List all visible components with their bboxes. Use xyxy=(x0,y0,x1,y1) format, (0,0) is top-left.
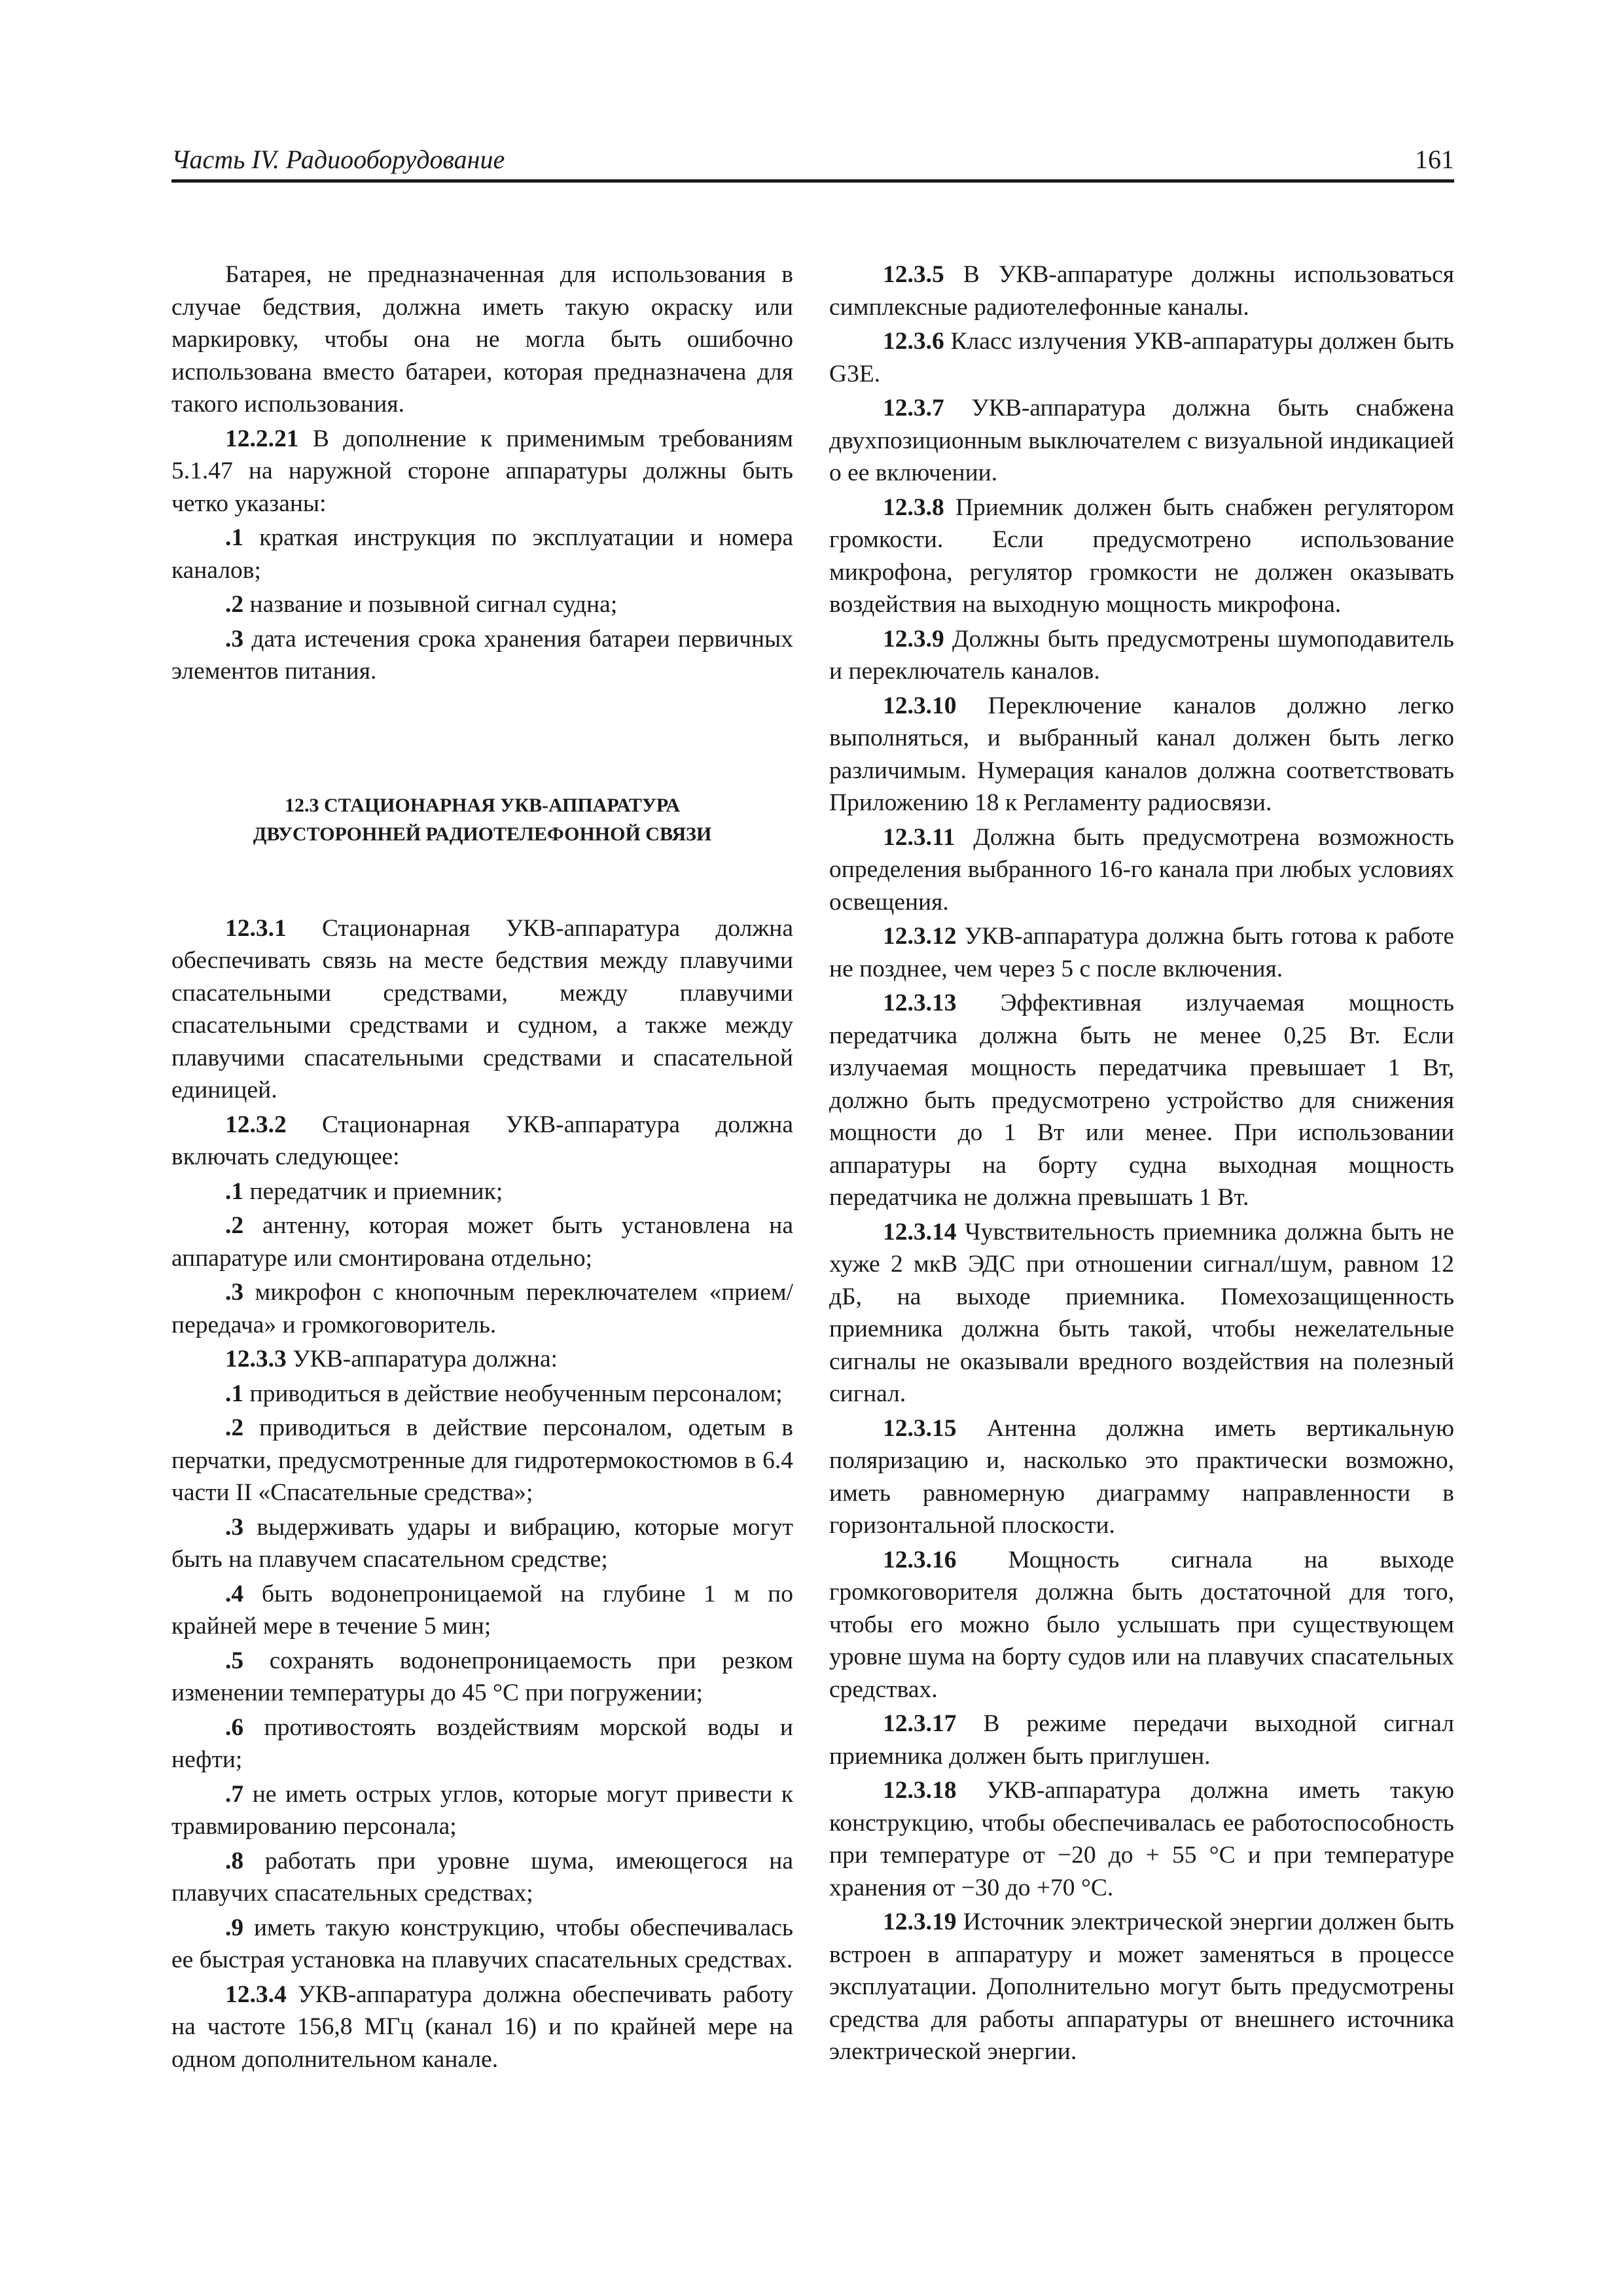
paragraph-number: 12.3.8 xyxy=(883,493,944,521)
paragraph-text: приводиться в действие персоналом, одетым в перчатки, предусмотренные для гидротермокостюмов в 6.4 части II «Спасательные средства»; xyxy=(171,1414,793,1506)
right-column-paragraphs xyxy=(829,259,1454,2068)
section-heading-line-2: ДВУСТОРОННЕЙ РАДИОТЕЛЕФОННОЙ СВЯЗИ xyxy=(253,823,712,845)
paragraph xyxy=(171,1210,793,1274)
paragraph-text: сохранять водонепроницаемость при резком изменении температуры до 45 °С при погружении; xyxy=(171,1647,793,1706)
paragraph-number: .3 xyxy=(225,625,244,653)
paragraph-text: антенну, которая может быть установлена на аппаратуре или смонтирована отдельно; xyxy=(171,1212,793,1272)
paragraph-text: дата истечения срока хранения батареи первичных элементов питания. xyxy=(171,625,793,685)
paragraph-text: выдерживать удары и вибрацию, которые могут быть на плавучем спасательном средстве; xyxy=(171,1513,793,1573)
paragraph-number: .8 xyxy=(225,1847,244,1874)
paragraph xyxy=(171,1276,793,1341)
paragraph-text: УКВ-аппаратура должна: xyxy=(286,1346,558,1372)
paragraph-number: 12.3.11 xyxy=(883,823,955,851)
paragraph-number: .1 xyxy=(225,1177,244,1205)
paragraph xyxy=(171,1778,793,1843)
paragraph-text: Чувствительность приемника должна быть не хуже 2 мкВ ЭДС при отношении сигнал/шум, равном 12 дБ, на выходе приемника. Помехозащищенность приемника должна быть такой, чтобы нежелательные сигналы не оказывали вредного воздействия на полезный сигнал. xyxy=(829,1218,1454,1407)
paragraph-text: не иметь острых углов, которые могут привести к травмированию персонала; xyxy=(171,1780,793,1840)
paragraph-number: .5 xyxy=(225,1647,244,1674)
paragraph-text: Источник электрической энергии должен быть встроен в аппаратуру и может заменяться в процессе эксплуатации. Дополнительно могут быть предусмотрены средства для работы аппаратуры от внешнего источника электрической энергии. xyxy=(829,1909,1454,2065)
paragraph-text: передатчик и приемник; xyxy=(243,1177,503,1205)
paragraph xyxy=(171,1511,793,1576)
paragraph xyxy=(829,1708,1454,1772)
paragraph-number: 12.3.13 xyxy=(883,990,957,1016)
paragraph xyxy=(171,623,793,688)
paragraph xyxy=(171,259,793,421)
paragraph-text: УКВ-аппаратура должна быть готова к работе не позднее, чем через 5 с после включения. xyxy=(829,923,1454,982)
paragraph xyxy=(829,1216,1454,1410)
paragraph-text: Батарея, не предназначенная для использования в случае бедствия, должна иметь такую окраску или маркировку, чтобы она не могла быть ошибочно использована вместо батареи, которая предназначена для такого использования. xyxy=(171,261,793,418)
paragraph-number: 12.3.2 xyxy=(225,1111,287,1138)
paragraph-text: иметь такую конструкцию, чтобы обеспечивалась ее быстрая установка на плавучих спасательных средствах. xyxy=(171,1914,793,1973)
paragraph-number: 12.3.6 xyxy=(883,328,944,355)
paragraph-text: краткая инструкция по эксплуатации и номера каналов; xyxy=(171,524,793,584)
paragraph-number: 12.3.16 xyxy=(883,1546,957,1573)
paragraph-text: Должна быть предусмотрена возможность определения выбранного 16-го канала при любых условиях освещения. xyxy=(829,823,1454,916)
paragraph-text: В УКВ-аппаратуре должны использоваться симплексные радиотелефонные каналы. xyxy=(829,261,1454,321)
paragraph xyxy=(829,1906,1454,2068)
paragraph xyxy=(171,1109,793,1174)
left-column-section-paragraphs xyxy=(171,912,793,2076)
paragraph xyxy=(829,821,1454,919)
paragraph xyxy=(829,987,1454,1214)
paragraph-number: 12.3.4 xyxy=(225,1981,287,2008)
paragraph-number: 12.3.12 xyxy=(883,923,957,950)
paragraph xyxy=(171,1175,793,1208)
paragraph-number: .6 xyxy=(225,1713,244,1741)
paragraph-text: приводиться в действие необученным персоналом; xyxy=(243,1380,783,1407)
paragraph xyxy=(171,522,793,586)
paragraph-number: .7 xyxy=(225,1780,244,1808)
paragraph-text: В дополнение к применимым требованиям 5.1.47 на наружной стороне аппаратуры должны быть четко указаны: xyxy=(171,425,793,517)
paragraph-text: УКВ-аппаратура должна быть снабжена двухпозиционным выключателем с визуальной индикацией о ее включении. xyxy=(829,395,1454,486)
paragraph-text: противостоять воздействиям морской воды и нефти; xyxy=(171,1713,793,1773)
paragraph xyxy=(171,1578,793,1643)
paragraph-number: .4 xyxy=(225,1580,244,1607)
paragraph-number: 12.3.18 xyxy=(883,1777,957,1804)
paragraph xyxy=(171,1412,793,1509)
paragraph xyxy=(829,492,1454,621)
paragraph xyxy=(171,912,793,1107)
section-heading-line-1: 12.3 СТАЦИОНАРНАЯ УКВ-АППАРАТУРА xyxy=(284,794,681,816)
paragraph xyxy=(829,1544,1454,1706)
paragraph xyxy=(171,1378,793,1410)
paragraph-number: 12.2.21 xyxy=(225,425,299,452)
paragraph-number: 12.3.17 xyxy=(883,1710,957,1737)
right-column xyxy=(829,259,1454,2070)
paragraph-number: .1 xyxy=(225,524,244,551)
left-column-paragraphs xyxy=(171,259,793,688)
paragraph xyxy=(171,588,793,621)
paragraph-number: 12.3.7 xyxy=(883,395,944,422)
paragraph-number: 12.3.19 xyxy=(883,1909,957,1935)
paragraph-number: 12.3.1 xyxy=(225,914,287,942)
paragraph-number: 12.3.5 xyxy=(883,261,944,288)
paragraph-number: .1 xyxy=(225,1380,244,1407)
paragraph-text: Стационарная УКВ-аппаратура должна включать следующее: xyxy=(171,1111,793,1170)
section-heading xyxy=(171,791,793,849)
page-number: 161 xyxy=(1415,145,1454,174)
paragraph xyxy=(171,1912,793,1977)
paragraph xyxy=(829,259,1454,323)
paragraph-text: микрофон с кнопочным переключателем «прием/передача» и громкоговоритель. xyxy=(171,1279,793,1338)
running-header-title: Часть IV. Радиооборудование xyxy=(171,145,505,174)
paragraph-number: .2 xyxy=(225,1414,244,1441)
paragraph xyxy=(829,1774,1454,1904)
paragraph xyxy=(171,1645,793,1710)
paragraph-text: Антенна должна иметь вертикальную поляризацию и, насколько это практически возможно, иметь равномерную диаграмму направленности в горизонтальной плоскости. xyxy=(829,1414,1454,1539)
paragraph-number: 12.3.3 xyxy=(225,1346,287,1372)
paragraph-text: УКВ-аппаратура должна иметь такую конструкцию, чтобы обеспечивалась ее работоспособность при температуре от −20 до + 55 °С и при температуре хранения от −30 до +70 °С. xyxy=(829,1777,1454,1901)
paragraph-text: Приемник должен быть снабжен регулятором громкости. Если предусмотрено использование микрофона, регулятор громкости не должен оказывать воздействия на выходную мощность микрофона. xyxy=(829,493,1454,618)
paragraph xyxy=(171,423,793,520)
paragraph-number: .3 xyxy=(225,1513,244,1541)
running-header xyxy=(171,143,1454,183)
paragraph-text: Мощность сигнала на выходе громкоговорителя должна быть достаточной для того, чтобы его можно было услышать при существующем уровне шума на борту судов или на плавучих спасательных средствах. xyxy=(829,1546,1454,1703)
paragraph xyxy=(829,623,1454,688)
paragraph-text: В режиме передачи выходной сигнал приемника должен быть приглушен. xyxy=(829,1710,1454,1770)
paragraph xyxy=(829,392,1454,490)
paragraph-number: .9 xyxy=(225,1914,244,1941)
paragraph-text: название и позывной сигнал судна; xyxy=(243,591,618,618)
paragraph-number: .2 xyxy=(225,591,244,618)
paragraph-number: 12.3.10 xyxy=(883,692,957,719)
paragraph-number: 12.3.15 xyxy=(883,1414,957,1442)
paragraph-text: УКВ-аппаратура должна обеспечивать работу на частоте 156,8 МГц (канал 16) и по крайней мере на одном дополнительном канале. xyxy=(171,1981,793,2073)
paragraph-text: Переключение каналов должно легко выполняться, и выбранный канал должен быть легко различимым. Нумерация каналов должна соответствовать Приложению 18 к Регламенту радиосвязи. xyxy=(829,692,1454,816)
paragraph-number: 12.3.9 xyxy=(883,625,944,653)
paragraph xyxy=(171,1845,793,1910)
paragraph xyxy=(171,1343,793,1376)
paragraph xyxy=(829,920,1454,985)
paragraph xyxy=(171,1712,793,1776)
paragraph xyxy=(829,1412,1454,1542)
paragraph-number: .2 xyxy=(225,1212,244,1239)
paragraph-text: Класс излучения УКВ-аппаратуры должен быть G3E. xyxy=(829,328,1454,387)
paragraph-text: Должны быть предусмотрены шумоподавитель и переключатель каналов. xyxy=(829,625,1454,685)
paragraph-text: быть водонепроницаемой на глубине 1 м по крайней мере в течение 5 мин; xyxy=(171,1580,793,1640)
paragraph xyxy=(829,690,1454,819)
paragraph xyxy=(171,1979,793,2076)
left-column xyxy=(171,259,793,2077)
paragraph xyxy=(829,325,1454,390)
paragraph-text: Эффективная излучаемая мощность передатчика должна быть не менее 0,25 Вт. Если излучаемая мощность передатчика превышает 1 Вт, должно быть предусмотрено устройство для снижения мощности до 1 Вт или менее. При использовании аппаратуры на борту судна выходная мощность передатчика не должна превышать 1 Вт. xyxy=(829,990,1454,1211)
paragraph-number: .3 xyxy=(225,1279,244,1306)
paragraph-text: работать при уровне шума, имеющегося на плавучих спасательных средствах; xyxy=(171,1847,793,1907)
paragraph-number: 12.3.14 xyxy=(883,1218,957,1246)
paragraph-text: Стационарная УКВ-аппаратура должна обеспечивать связь на месте бедствия между плавучими спасательными средствами, между плавучими спасательными средствами и судном, а также между плавучими спасательными средствами и спасательной единицей. xyxy=(171,914,793,1103)
